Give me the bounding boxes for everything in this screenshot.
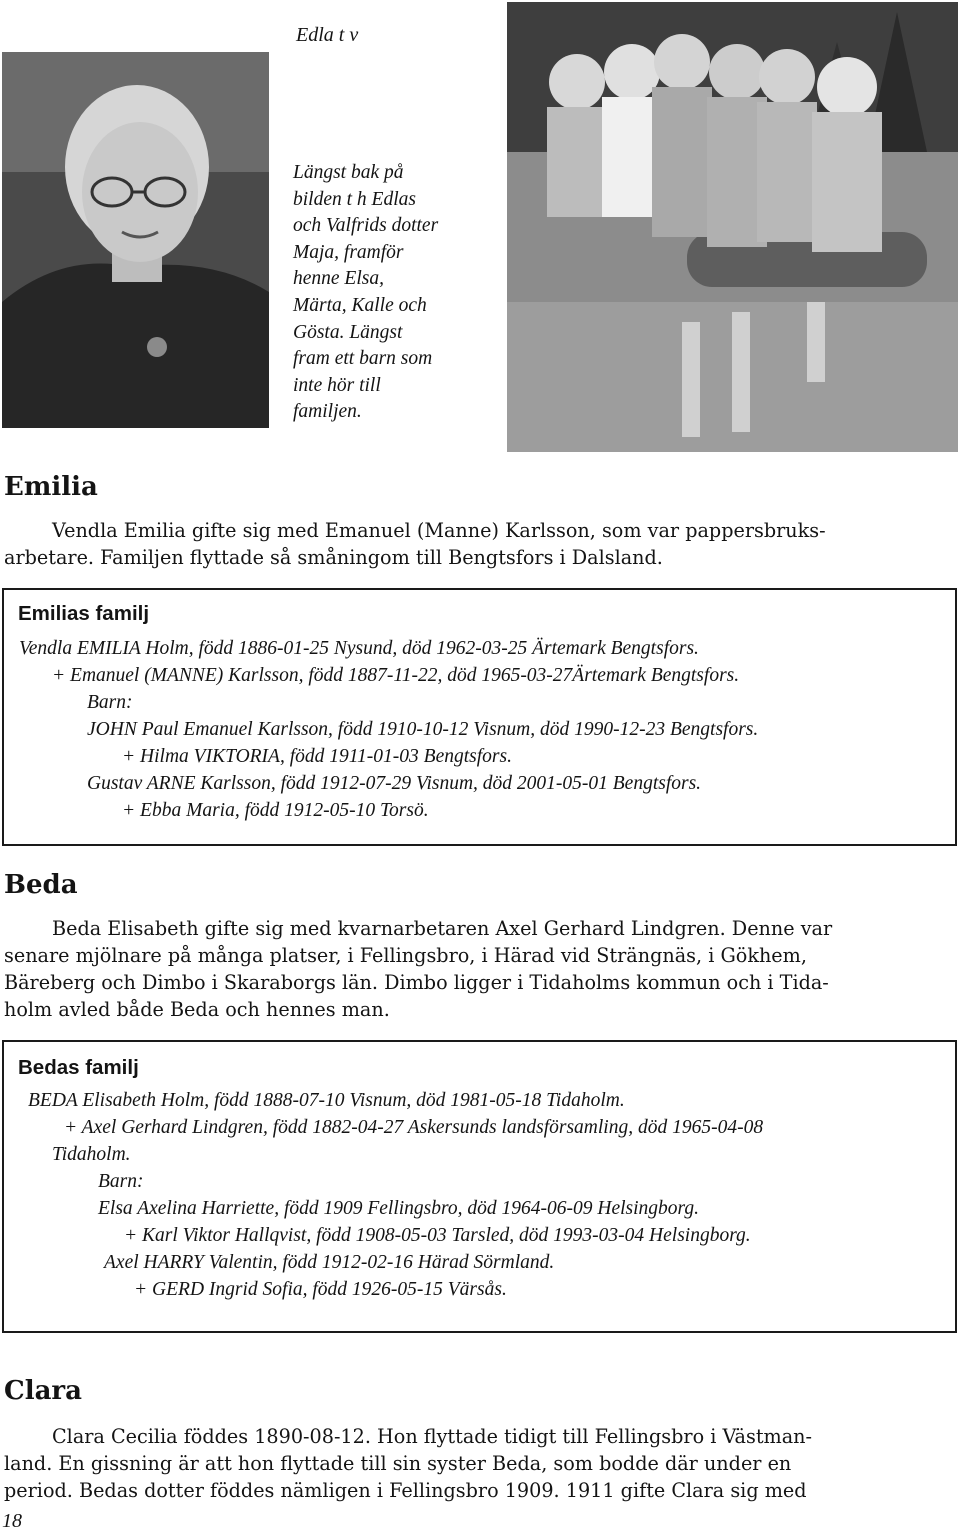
caption-line: Gösta. Längst xyxy=(293,321,403,343)
caption-line: Märta, Kalle och xyxy=(293,294,427,316)
photo-caption xyxy=(293,160,493,426)
caption-line: Längst bak på xyxy=(293,162,404,183)
family-box-emilia xyxy=(2,588,957,846)
group-photo xyxy=(507,2,958,452)
paragraph-line: arbetare. Familjen flyttade så småningom till Bengtsfors i Dalsland. xyxy=(4,546,663,569)
caption-line: henne Elsa, xyxy=(293,268,384,290)
paragraph-line: Beda Elisabeth gifte sig med kvarnarbetaren Axel Gerhard Lindgren. Denne var xyxy=(52,917,833,940)
box-line: + Axel Gerhard Lindgren, född 1882-04-27 Askersunds landsförsamling, död 1965-04-08 xyxy=(64,1117,764,1138)
running-header: Edla t v xyxy=(296,24,359,46)
portrait-photo xyxy=(2,52,269,428)
caption-line: familjen. xyxy=(293,401,362,423)
box-title: Emilias familj xyxy=(18,602,150,625)
box-line: Axel HARRY Valentin, född 1912-02-16 Härad Sörmland. xyxy=(104,1252,555,1273)
box-line: + Karl Viktor Hallqvist, född 1908-05-03 Tarsled, död 1993-03-04 Helsingborg. xyxy=(124,1225,751,1246)
paragraph-line: Clara Cecilia föddes 1890-08-12. Hon flyttade tidigt till Fellingsbro i Västman- xyxy=(52,1425,813,1448)
caption-line: och Valfrids dotter xyxy=(293,215,439,237)
page-number: 18 xyxy=(2,1510,22,1532)
section-heading-beda: Beda xyxy=(4,870,78,900)
box-line: Tidaholm. xyxy=(52,1144,131,1165)
box-line: Vendla EMILIA Holm, född 1886-01-25 Nysund, död 1962-03-25 Ärtemark Bengtsfors. xyxy=(19,638,699,659)
paragraph-line: senare mjölnare på många platser, i Fellingsbro, i Härad vid Strängnäs, i Gökhem, xyxy=(4,944,807,967)
group-image xyxy=(507,2,958,452)
paragraph-line: holm avled både Beda och hennes man. xyxy=(4,998,390,1021)
section-heading-emilia: Emilia xyxy=(4,472,98,502)
caption-line: Maja, framför xyxy=(293,241,404,263)
box-title: Bedas familj xyxy=(18,1056,139,1079)
section-heading-clara: Clara xyxy=(4,1376,82,1406)
paragraph-line: Bäreberg och Dimbo i Skaraborgs län. Dimbo ligger i Tidaholms kommun och i Tida- xyxy=(4,971,829,994)
box-line: Barn: xyxy=(98,1171,144,1192)
family-box-beda xyxy=(2,1040,957,1333)
box-line: + Hilma VIKTORIA, född 1911-01-03 Bengtsfors. xyxy=(122,746,512,767)
caption-line: bilden t h Edlas xyxy=(293,188,416,210)
caption-line: inte hör till xyxy=(293,374,381,396)
box-line: JOHN Paul Emanuel Karlsson, född 1910-10-12 Visnum, död 1990-12-23 Bengtsfors. xyxy=(87,719,759,740)
paragraph-line: period. Bedas dotter föddes nämligen i Fellingsbro 1909. 1911 gifte Clara sig med xyxy=(4,1479,807,1502)
box-line: Elsa Axelina Harriette, född 1909 Fellingsbro, död 1964-06-09 Helsingborg. xyxy=(98,1198,700,1219)
box-line: Gustav ARNE Karlsson, född 1912-07-29 Visnum, död 2001-05-01 Bengtsfors. xyxy=(87,773,702,794)
caption-line: fram ett barn som xyxy=(293,348,433,370)
box-line: + GERD Ingrid Sofia, född 1926-05-15 Värsås. xyxy=(134,1279,507,1300)
portrait-image xyxy=(2,52,269,428)
box-line: + Emanuel (MANNE) Karlsson, född 1887-11-22, död 1965-03-27Ärtemark Bengtsfors. xyxy=(52,665,740,686)
paragraph-line: land. En gissning är att hon flyttade till sin syster Beda, som bodde där under en xyxy=(4,1452,792,1475)
box-line: + Ebba Maria, född 1912-05-10 Torsö. xyxy=(122,800,429,821)
box-line: Barn: xyxy=(87,692,133,713)
box-line: BEDA Elisabeth Holm, född 1888-07-10 Visnum, död 1981-05-18 Tidaholm. xyxy=(28,1090,625,1111)
paragraph-line: Vendla Emilia gifte sig med Emanuel (Manne) Karlsson, som var pappersbruks- xyxy=(52,519,826,542)
